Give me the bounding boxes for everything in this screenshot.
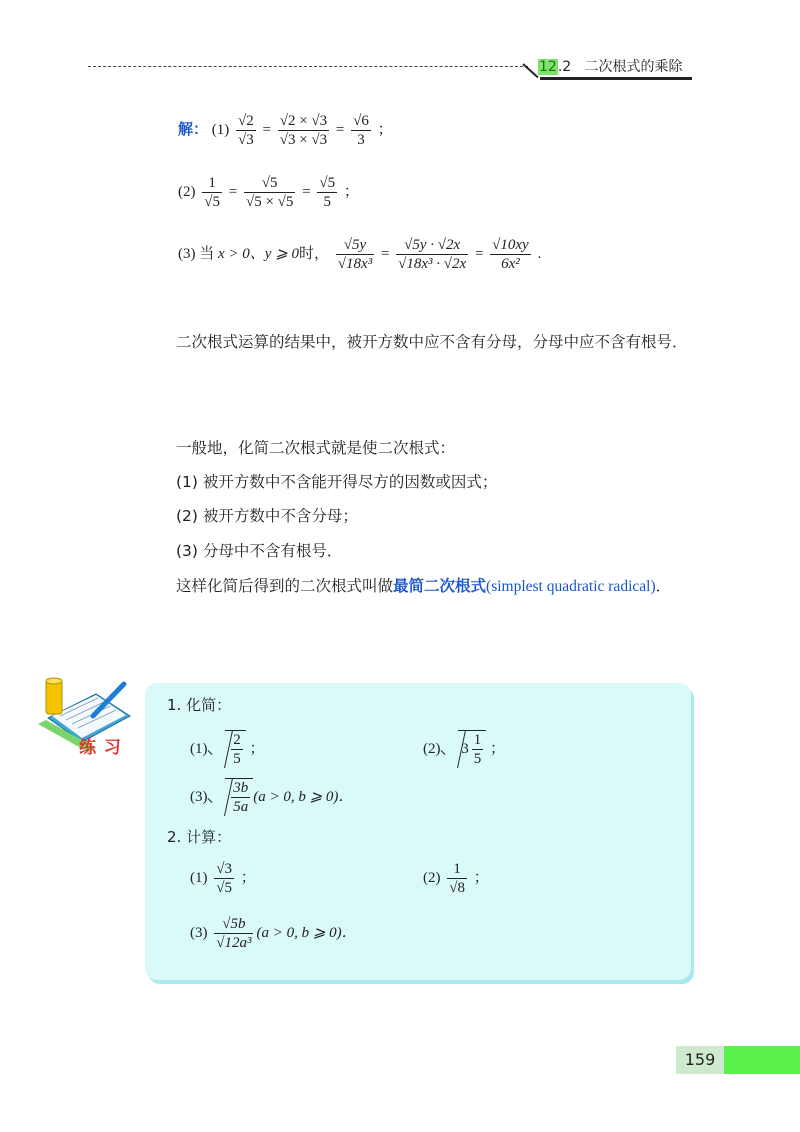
frac-num: 5y <box>352 237 367 253</box>
frac-num: 2 <box>246 113 254 129</box>
item-index: (2) <box>423 740 441 757</box>
frac-num: 2 × √3 <box>287 113 328 129</box>
page-number: 159 <box>676 1046 724 1074</box>
item-index: (2) <box>423 869 441 886</box>
fraction: $\frac{√5}{√5 \times √5}$ <box>245 175 294 210</box>
condition: (a > 0, b ⩾ 0)． <box>256 924 357 941</box>
definition-paragraph <box>145 570 700 603</box>
item-index: (3) <box>178 245 196 262</box>
frac-den: 5a <box>233 799 249 815</box>
frac-num: 3b <box>233 780 249 796</box>
fraction: $\frac{√5y}{\text{√18x³}}$ <box>337 237 373 272</box>
solution-label: 解： <box>178 119 209 138</box>
frac-den: 3 × √3 <box>287 132 328 148</box>
q1-title: 1. 化简： <box>167 696 232 714</box>
radical <box>458 730 486 768</box>
fraction <box>231 779 250 816</box>
cond-suffix: 时， <box>299 243 330 262</box>
fraction: $\frac{√3}{√5}$ <box>216 861 232 896</box>
definition-english: (simplest quadratic radical) <box>486 578 656 595</box>
q1-c <box>190 778 353 816</box>
item-index: (3) <box>190 788 208 805</box>
rule-1: (1) 被开方数中不含能开得尽方的因数或因式； <box>176 473 498 491</box>
definition-term: 最简二次根式 <box>393 577 487 595</box>
fraction <box>472 731 484 768</box>
rule-2: (2) 被开方数中不含分母； <box>176 507 358 525</box>
solution-line-3: (3) 当 x > 0、y ⩾ 0时， $\frac{√5y}{\text{√18x³}}$ = $\frac{√5y \cdot √2x}{\text{√18x³ · √2x}}$ = $\frac{√10xy}{\text{6x²}}$ . <box>178 237 542 272</box>
frac-num: 5y · √2x <box>412 237 461 253</box>
item-index: (1) <box>190 869 208 886</box>
fraction: $\frac{√5y \cdot √2x}{\text{√18x³ · √2x}}$ <box>398 237 467 272</box>
fraction: $\frac{√6}{3}$ <box>353 113 369 148</box>
frac-den: 6x² <box>501 256 520 272</box>
punct: ； <box>490 740 506 757</box>
frac-num: 3 <box>224 861 232 877</box>
punct: ； <box>473 869 489 886</box>
solution-line-2: (2) $\frac{1}{√5}$ = $\frac{√5}{√5 \times √5}$ = $\frac{√5}{5}$ ； <box>178 175 359 210</box>
frac-num: 6 <box>361 113 369 129</box>
solution-line-1: 解： (1) $\frac{√2}{√3}$ = $\frac{√2 \times √3}{√3 \times √3}$ = $\frac{√6}{3}$ ； <box>178 113 393 148</box>
frac-den: 5 × √5 <box>254 194 294 210</box>
frac-num: 10xy <box>500 237 529 253</box>
radical <box>225 730 246 768</box>
fraction: $\frac{√5b}{\text{√12a³}}$ <box>216 916 252 951</box>
general-intro: 一般地，化简二次根式就是使二次根式： <box>176 439 456 457</box>
section-title: 二次根式的乘除 <box>584 59 683 75</box>
fraction: $\frac{√10xy}{\text{6x²}}$ <box>492 237 529 272</box>
fraction: $\frac{1}{√5}$ <box>204 175 220 210</box>
q2-title: 2. 计算： <box>167 828 232 846</box>
remark-paragraph: 二次根式运算的结果中，被开方数中应不含有分母，分母中应不含有根号． <box>176 333 688 351</box>
radical <box>225 778 253 816</box>
fraction: $\frac{√2 \times √3}{√3 \times √3}$ <box>279 113 328 148</box>
frac-den: 8 <box>457 880 465 896</box>
definition-end: ． <box>655 577 672 595</box>
rule-3: (3) 分母中不含有根号． <box>176 542 343 560</box>
item-index: (1) <box>190 740 208 757</box>
frac-num: 5 <box>327 175 336 191</box>
definition-prefix: 这样化简后得到的二次根式叫做 <box>176 577 394 595</box>
frac-den: 5 <box>323 194 331 210</box>
frac-den: 18x³ <box>346 256 373 272</box>
fraction <box>231 731 243 768</box>
frac-den: 5 <box>473 751 482 767</box>
q2-b <box>423 860 489 897</box>
frac-den: 5 <box>224 880 232 896</box>
fraction: $\frac{√2}{√3}$ <box>238 113 254 148</box>
fraction: $\frac{√5}{5}$ <box>319 175 336 210</box>
cond-prefix: 当 <box>199 243 215 262</box>
frac-den: 3 <box>357 132 365 148</box>
punct: ； <box>240 869 256 886</box>
section-number: 12 <box>539 59 557 75</box>
item-index: (2) <box>178 183 196 200</box>
mixed-whole: 3 <box>461 740 469 757</box>
fraction: $\frac{1}{√8}$ <box>449 861 465 896</box>
punct: ； <box>343 183 359 200</box>
punct: ； <box>249 740 265 757</box>
frac-num: 5 <box>270 175 278 191</box>
frac-num: 1 <box>473 732 482 748</box>
header-notch <box>522 63 538 78</box>
frac-num: 5b <box>230 916 246 932</box>
frac-num: 1 <box>202 174 222 193</box>
punct: ； <box>377 121 393 138</box>
punct: . <box>537 245 542 262</box>
running-header <box>538 56 683 76</box>
frac-den: 3 <box>246 132 254 148</box>
item-index: (3) <box>190 924 208 941</box>
frac-den: 18x³ · √2x <box>406 256 467 272</box>
condition: x > 0、y ⩾ 0 <box>218 245 300 262</box>
q1-b <box>423 730 505 768</box>
item-index: (1) <box>211 121 230 138</box>
condition: (a > 0, b ⩾ 0)． <box>253 788 354 805</box>
q2-c <box>190 915 357 952</box>
header-dashed-rule <box>88 66 528 67</box>
frac-den: 5 <box>233 751 241 767</box>
q1-a <box>190 730 265 768</box>
frac-num: 2 <box>233 732 241 748</box>
header-bar <box>540 77 692 80</box>
practice-badge: 练 习 <box>79 738 122 758</box>
frac-num: 1 <box>447 860 467 879</box>
q2-a <box>190 860 256 897</box>
section-sub: .2 <box>557 59 572 75</box>
frac-den: 12a³ <box>224 935 252 951</box>
frac-den: 5 <box>212 194 220 210</box>
